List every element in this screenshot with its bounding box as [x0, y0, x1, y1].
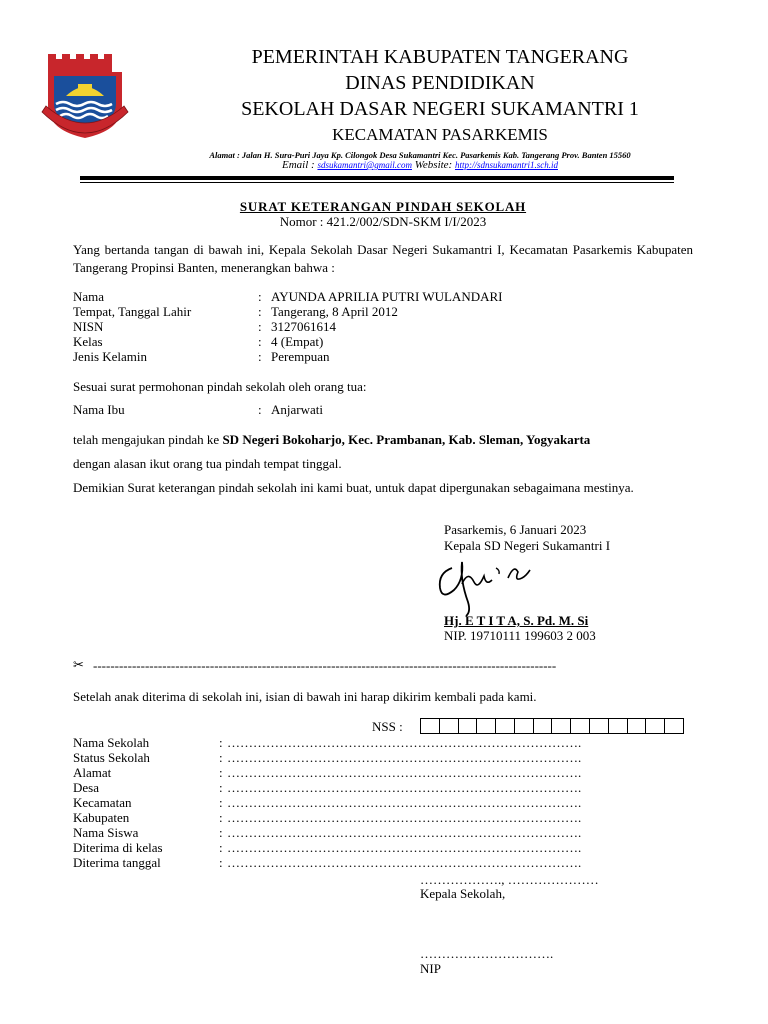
- field-accepted-date: Diterima tanggal: [73, 855, 161, 870]
- field-school-name: Nama Sekolah: [73, 735, 150, 750]
- nss-digit-box[interactable]: [552, 719, 571, 733]
- field-student-name: Nama Siswa: [73, 825, 139, 840]
- transfer-target: SD Negeri Bokoharjo, Kec. Prambanan, Kab. Sleman, Yogyakarta: [222, 432, 591, 447]
- colon: :: [219, 825, 223, 840]
- colon: :: [258, 334, 262, 349]
- colon: :: [219, 750, 223, 765]
- field-subdistrict-dots: ……………………………………………………………………….: [227, 795, 582, 810]
- header-government: PEMERINTAH KABUPATEN TANGERANG: [251, 46, 629, 68]
- field-school-name-dots: ……………………………………………………………………….: [227, 735, 582, 750]
- signer-name: Hj. E T I T A, S. Pd. M. Si: [444, 613, 589, 628]
- colon: :: [258, 349, 262, 364]
- transfer-line: [73, 432, 590, 447]
- nss-digit-box[interactable]: [459, 719, 478, 733]
- nss-digit-box[interactable]: [646, 719, 665, 733]
- gender-label: Jenis Kelamin: [73, 349, 148, 364]
- regency-logo: [38, 46, 132, 144]
- intro-paragraph: Yang bertanda tangan di bawah ini, Kepala Sekolah Dasar Negeri Sukamantri I, Kecamatan Pasarkemis Kabupaten Tangerang Propinsi Banten, menerangkan bahwa :: [73, 242, 693, 275]
- field-regency-dots: ……………………………………………………………………….: [227, 810, 582, 825]
- colon: :: [258, 304, 262, 319]
- email-label: Email :: [282, 159, 315, 171]
- nss-digit-box[interactable]: [477, 719, 496, 733]
- nss-digit-box[interactable]: [609, 719, 628, 733]
- nss-digit-box[interactable]: [590, 719, 609, 733]
- colon: :: [258, 319, 262, 334]
- letter-title: SURAT KETERANGAN PINDAH SEKOLAH: [239, 199, 527, 214]
- return-place-date-blank: ………………., …………………: [420, 872, 599, 887]
- header-rule-thick: [80, 176, 674, 180]
- colon: :: [219, 765, 223, 780]
- colon: :: [219, 840, 223, 855]
- header-contact: [90, 159, 750, 172]
- colon: :: [258, 289, 262, 304]
- website-label: Website:: [414, 159, 453, 171]
- transfer-prefix: telah mengajukan pindah ke: [73, 432, 223, 447]
- field-village: Desa: [73, 780, 99, 795]
- website-link[interactable]: http://sdnsukamantri1.sch.id: [454, 160, 558, 170]
- scissors-icon: ✂: [73, 658, 84, 673]
- email-link[interactable]: sdsukamantri@gmail.com: [317, 160, 412, 170]
- nss-digit-box[interactable]: [421, 719, 440, 733]
- colon: :: [219, 855, 223, 870]
- student-name-label: Nama: [73, 289, 105, 304]
- header-rule-thin: [80, 182, 674, 183]
- letter-number: Nomor : 421.2/002/SDN-SKM I/I/2023: [279, 214, 487, 229]
- nss-digit-box[interactable]: [515, 719, 534, 733]
- mother-label: Nama Ibu: [73, 402, 125, 417]
- field-accepted-date-dots: ……………………………………………………………………….: [227, 855, 582, 870]
- field-school-status-dots: ……………………………………………………………………….: [227, 750, 582, 765]
- colon: :: [219, 780, 223, 795]
- field-accepted-class: Diterima di kelas: [73, 840, 163, 855]
- field-regency: Kabupaten: [73, 810, 130, 825]
- return-instruction: Setelah anak diterima di sekolah ini, isian di bawah ini harap dikirim kembali pada kami.: [73, 689, 537, 704]
- field-address-dots: ……………………………………………………………………….: [227, 765, 582, 780]
- header-department: DINAS PENDIDIKAN: [345, 72, 535, 94]
- mother-value: Anjarwati: [271, 402, 323, 417]
- header-school: SEKOLAH DASAR NEGERI SUKAMANTRI 1: [241, 98, 639, 120]
- nss-digit-box[interactable]: [665, 719, 683, 733]
- closing-paragraph: Demikian Surat keterangan pindah sekolah ini kami buat, untuk dapat dipergunakan sebagaimana mestinya.: [73, 480, 634, 495]
- student-name-value: AYUNDA APRILIA PUTRI WULANDARI: [271, 289, 503, 304]
- colon: :: [258, 402, 262, 417]
- reason-text: dengan alasan ikut orang tua pindah tempat tinggal.: [73, 456, 342, 471]
- birth-value: Tangerang, 8 April 2012: [271, 304, 398, 319]
- header-district: KECAMATAN PASARKEMIS: [332, 125, 548, 144]
- colon: :: [219, 735, 223, 750]
- class-value: 4 (Empat): [271, 334, 324, 349]
- nisn-label: NISN: [73, 319, 104, 334]
- field-subdistrict: Kecamatan: [73, 795, 132, 810]
- signer-title: Kepala SD Negeri Sukamantri I: [444, 538, 611, 553]
- nss-digit-box[interactable]: [496, 719, 515, 733]
- nss-label: NSS :: [372, 719, 403, 734]
- nss-digit-box[interactable]: [628, 719, 647, 733]
- signer-nip: NIP. 19710111 199603 2 003: [444, 628, 596, 643]
- field-accepted-class-dots: ……………………………………………………………………….: [227, 840, 582, 855]
- return-sign-blank: ………………………….: [420, 946, 554, 961]
- field-school-status: Status Sekolah: [73, 750, 150, 765]
- nss-boxes: [420, 718, 684, 734]
- nss-digit-box[interactable]: [534, 719, 553, 733]
- colon: :: [219, 795, 223, 810]
- nisn-value: 3127061614: [271, 319, 336, 334]
- request-text: Sesuai surat permohonan pindah sekolah oleh orang tua:: [73, 379, 367, 394]
- place-date: Pasarkemis, 6 Januari 2023: [444, 522, 587, 537]
- field-address: Alamat: [73, 765, 112, 780]
- gender-value: Perempuan: [271, 349, 330, 364]
- cut-line: -----------------------------------------------------------------------------------------------------------: [93, 658, 557, 673]
- handwritten-signature: [430, 548, 550, 623]
- field-village-dots: ……………………………………………………………………….: [227, 780, 582, 795]
- class-label: Kelas: [73, 334, 103, 349]
- birth-label: Tempat, Tanggal Lahir: [73, 304, 192, 319]
- header-address: Alamat : Jalan H. Sura-Puri Jaya Kp. Cilongok Desa Sukamantri Kec. Pasarkemis Kab. Tangerang Prov. Banten 15560: [209, 150, 631, 160]
- colon: :: [219, 810, 223, 825]
- return-head-label: Kepala Sekolah,: [420, 886, 506, 901]
- nss-digit-box[interactable]: [440, 719, 459, 733]
- return-nip-label: NIP: [420, 961, 441, 976]
- field-student-name-dots: ……………………………………………………………………….: [227, 825, 582, 840]
- nss-digit-box[interactable]: [571, 719, 590, 733]
